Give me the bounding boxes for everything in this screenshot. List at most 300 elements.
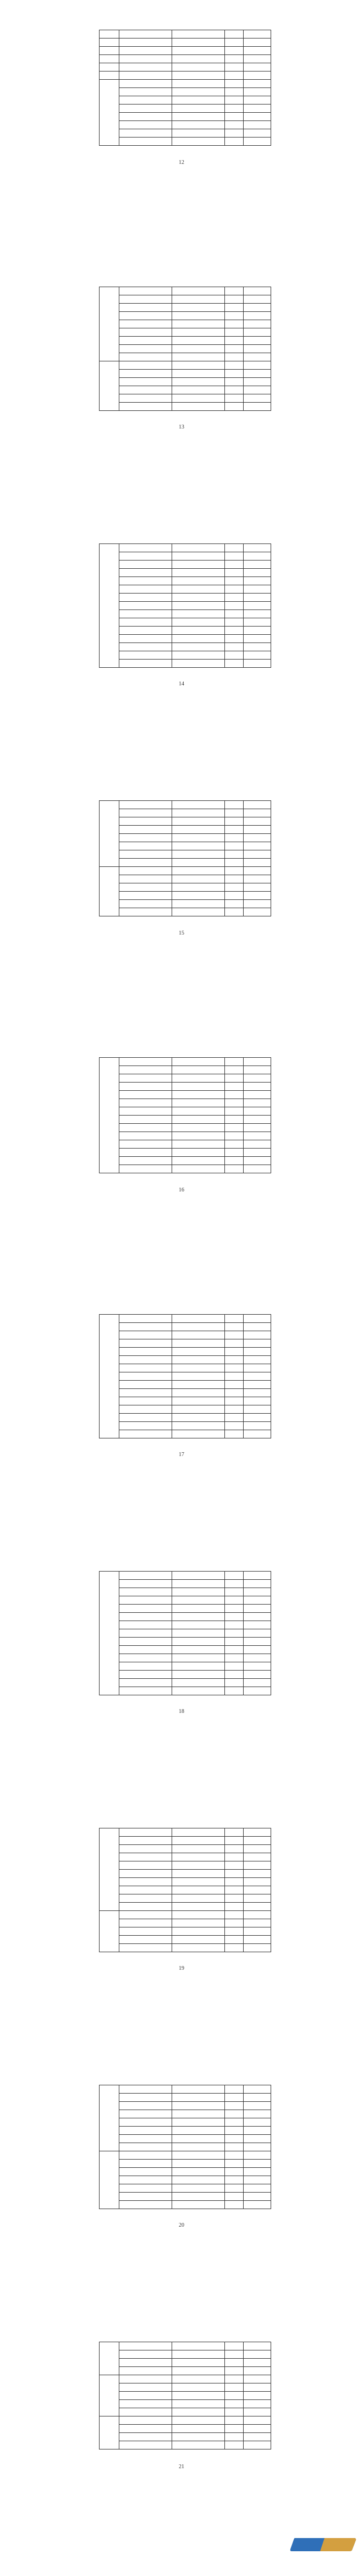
- table-cell: [172, 1149, 225, 1157]
- table-cell: [172, 1405, 225, 1414]
- table-cell: [172, 2383, 225, 2392]
- table-row: [100, 1083, 271, 1091]
- table-cell: [119, 817, 172, 826]
- table-cell: [119, 1149, 172, 1157]
- table-row: [100, 1323, 271, 1331]
- table-row: [100, 577, 271, 585]
- table-cell: [119, 304, 172, 312]
- table-cell: [172, 850, 225, 859]
- table-group-cell: [100, 361, 119, 411]
- table-cell: [244, 1397, 271, 1405]
- table-cell: [119, 1853, 172, 1861]
- table-cell: [119, 2160, 172, 2168]
- table-cell: [225, 834, 244, 842]
- table-cell: [172, 1364, 225, 1372]
- table-cell: [119, 1927, 172, 1936]
- table-cell: [119, 312, 172, 320]
- table-cell: [225, 328, 244, 337]
- table-cell: [244, 1886, 271, 1894]
- table-row: [100, 1870, 271, 1878]
- table-cell: [172, 1381, 225, 1389]
- table-cell: [119, 361, 172, 370]
- table-row: [100, 1936, 271, 1944]
- table-row: [100, 63, 271, 72]
- table-cell: [172, 2392, 225, 2400]
- table-cell: [244, 1903, 271, 1911]
- table-cell: [119, 2383, 172, 2392]
- table-row: [100, 1397, 271, 1405]
- table-cell: [172, 1074, 225, 1083]
- table-row: [100, 594, 271, 602]
- table-group-cell: [100, 72, 119, 80]
- table-cell: [244, 2193, 271, 2201]
- table-cell: [244, 80, 271, 88]
- table-cell: [244, 2433, 271, 2441]
- table-cell: [225, 1372, 244, 1381]
- table-cell: [244, 1853, 271, 1861]
- document-page-block: [0, 771, 363, 1035]
- table-row: [100, 1646, 271, 1654]
- table-cell: [119, 1074, 172, 1083]
- table-cell: [225, 875, 244, 883]
- table-cell: [244, 1654, 271, 1662]
- table-cell: [225, 2359, 244, 2367]
- table-row: [100, 2367, 271, 2375]
- table-cell: [244, 2151, 271, 2160]
- table-cell: [244, 1058, 271, 1066]
- table-cell: [225, 1364, 244, 1372]
- page-number: 17: [179, 1452, 184, 1458]
- table-cell: [119, 295, 172, 304]
- table-row: [100, 643, 271, 651]
- table-cell: [244, 1687, 271, 1695]
- table-cell: [244, 635, 271, 643]
- table-cell: [172, 1894, 225, 1903]
- table-cell: [244, 1861, 271, 1870]
- table-group-cell: [100, 80, 119, 146]
- table-cell: [225, 635, 244, 643]
- table-cell: [119, 834, 172, 842]
- table-cell: [225, 47, 244, 55]
- table-group-cell: [100, 63, 119, 72]
- table-cell: [225, 602, 244, 610]
- table-cell: [244, 394, 271, 403]
- table-cell: [244, 2176, 271, 2184]
- table-cell: [119, 1613, 172, 1621]
- table-row: [100, 2127, 271, 2135]
- table-cell: [119, 1572, 172, 1580]
- table-cell: [225, 1339, 244, 1348]
- table-cell: [119, 651, 172, 660]
- page-number: 20: [179, 2222, 184, 2228]
- table-cell: [119, 1679, 172, 1687]
- table-cell: [172, 2168, 225, 2176]
- table-cell: [172, 370, 225, 378]
- table-cell: [244, 892, 271, 900]
- table-cell: [172, 80, 225, 88]
- table-cell: [244, 1315, 271, 1323]
- table-cell: [172, 2160, 225, 2168]
- table-cell: [244, 1944, 271, 1952]
- table-cell: [244, 1621, 271, 1629]
- table-cell: [119, 1886, 172, 1894]
- table-row: [100, 105, 271, 113]
- table-cell: [172, 1372, 225, 1381]
- table-cell: [119, 1430, 172, 1438]
- table-cell: [225, 2085, 244, 2094]
- table-cell: [172, 859, 225, 867]
- table-cell: [119, 1397, 172, 1405]
- table-row: [100, 1662, 271, 1671]
- table-cell: [225, 105, 244, 113]
- data-table: [99, 1057, 271, 1173]
- table-cell: [172, 1397, 225, 1405]
- table-cell: [225, 138, 244, 146]
- table-cell: [119, 2102, 172, 2110]
- table-cell: [172, 105, 225, 113]
- table-cell: [225, 2110, 244, 2118]
- table-cell: [119, 394, 172, 403]
- table-cell: [172, 287, 225, 295]
- table-cell: [244, 1671, 271, 1679]
- table-cell: [172, 1066, 225, 1074]
- table-cell: [172, 594, 225, 602]
- table-cell: [119, 826, 172, 834]
- table-cell: [119, 643, 172, 651]
- table-cell: [225, 2168, 244, 2176]
- table-row: [100, 842, 271, 850]
- table-cell: [225, 1157, 244, 1165]
- table-cell: [225, 1331, 244, 1339]
- table-cell: [244, 1165, 271, 1173]
- table-cell: [244, 817, 271, 826]
- table-cell: [244, 88, 271, 96]
- table-cell: [172, 643, 225, 651]
- table-cell: [225, 2094, 244, 2102]
- table-cell: [119, 577, 172, 585]
- table-cell: [172, 63, 225, 72]
- table-row: [100, 2433, 271, 2441]
- table-cell: [244, 1845, 271, 1853]
- table-cell: [225, 1124, 244, 1132]
- table-cell: [225, 1861, 244, 1870]
- table-cell: [119, 2110, 172, 2118]
- table-cell: [225, 1083, 244, 1091]
- table-cell: [172, 635, 225, 643]
- table-cell: [225, 801, 244, 809]
- table-cell: [225, 1107, 244, 1116]
- table-cell: [119, 569, 172, 577]
- table-cell: [225, 627, 244, 635]
- table-cell: [119, 403, 172, 411]
- table-row: [100, 1422, 271, 1430]
- table-row: [100, 892, 271, 900]
- table-cell: [244, 842, 271, 850]
- table-cell: [172, 1911, 225, 1919]
- table-cell: [119, 63, 172, 72]
- table-cell: [225, 2441, 244, 2449]
- table-row: [100, 817, 271, 826]
- table-cell: [225, 2160, 244, 2168]
- table-cell: [225, 2118, 244, 2127]
- table-cell: [225, 1936, 244, 1944]
- table-cell: [225, 585, 244, 594]
- table-cell: [244, 651, 271, 660]
- table-row: [100, 312, 271, 320]
- table-row: [100, 2350, 271, 2359]
- table-cell: [119, 1132, 172, 1140]
- table-row: [100, 2416, 271, 2425]
- table-group-cell: [100, 2375, 119, 2416]
- table-cell: [172, 908, 225, 916]
- table-cell: [119, 1580, 172, 1588]
- table-row: [100, 2342, 271, 2350]
- table-cell: [244, 552, 271, 561]
- table-cell: [244, 660, 271, 668]
- table-cell: [172, 1157, 225, 1165]
- table-cell: [172, 1944, 225, 1952]
- table-group-cell: [100, 39, 119, 47]
- table-cell: [172, 328, 225, 337]
- table-cell: [172, 1165, 225, 1173]
- table-cell: [225, 1414, 244, 1422]
- table-cell: [119, 585, 172, 594]
- table-cell: [119, 1919, 172, 1927]
- table-row: [100, 1911, 271, 1919]
- table-cell: [244, 1157, 271, 1165]
- table-cell: [119, 1356, 172, 1364]
- table-cell: [225, 96, 244, 105]
- table-cell: [172, 2135, 225, 2143]
- table-cell: [225, 287, 244, 295]
- table-cell: [244, 1149, 271, 1157]
- table-cell: [119, 113, 172, 121]
- table-cell: [172, 378, 225, 386]
- table-cell: [225, 1140, 244, 1149]
- table-cell: [244, 30, 271, 39]
- table-cell: [244, 2400, 271, 2408]
- table-cell: [225, 651, 244, 660]
- table-row: [100, 1107, 271, 1116]
- document-page-block: [0, 0, 363, 264]
- table-row: [100, 1430, 271, 1438]
- table-cell: [119, 1638, 172, 1646]
- table-cell: [225, 30, 244, 39]
- table-cell: [244, 2408, 271, 2416]
- table-cell: [172, 2201, 225, 2209]
- table-cell: [225, 594, 244, 602]
- table-cell: [172, 2118, 225, 2127]
- data-table: [99, 1828, 271, 1952]
- table-cell: [172, 1936, 225, 1944]
- table-cell: [119, 1654, 172, 1662]
- table-cell: [244, 2184, 271, 2193]
- table-cell: [172, 403, 225, 411]
- table-row: [100, 867, 271, 875]
- table-cell: [172, 2441, 225, 2449]
- data-table: [99, 2085, 271, 2209]
- table-row: [100, 113, 271, 121]
- table-cell: [225, 577, 244, 585]
- page-number: 12: [179, 160, 184, 166]
- table-row: [100, 1861, 271, 1870]
- table-cell: [244, 2425, 271, 2433]
- table-cell: [225, 2400, 244, 2408]
- table-cell: [172, 867, 225, 875]
- site-watermark: [267, 2537, 358, 2562]
- table-cell: [119, 627, 172, 635]
- table-cell: [172, 304, 225, 312]
- table-cell: [119, 30, 172, 39]
- table-cell: [225, 1671, 244, 1679]
- table-cell: [172, 1927, 225, 1936]
- table-cell: [225, 544, 244, 552]
- table-cell: [244, 328, 271, 337]
- table-cell: [119, 1389, 172, 1397]
- table-row: [100, 2383, 271, 2392]
- table-cell: [225, 1837, 244, 1845]
- table-cell: [225, 1654, 244, 1662]
- page-number: 15: [179, 930, 184, 936]
- table-row: [100, 72, 271, 80]
- table-cell: [119, 1861, 172, 1870]
- table-cell: [172, 1629, 225, 1638]
- table-row: [100, 1629, 271, 1638]
- table-cell: [244, 1116, 271, 1124]
- table-row: [100, 1588, 271, 1596]
- table-cell: [119, 1837, 172, 1845]
- table-row: [100, 2094, 271, 2102]
- table-row: [100, 826, 271, 834]
- table-cell: [172, 1853, 225, 1861]
- table-cell: [225, 892, 244, 900]
- table-cell: [172, 113, 225, 121]
- table-cell: [172, 361, 225, 370]
- table-cell: [119, 2118, 172, 2127]
- table-row: [100, 1074, 271, 1083]
- table-cell: [172, 386, 225, 394]
- table-cell: [172, 1671, 225, 1679]
- table-cell: [244, 370, 271, 378]
- table-cell: [119, 1372, 172, 1381]
- table-cell: [172, 1140, 225, 1149]
- table-cell: [244, 1389, 271, 1397]
- table-cell: [244, 859, 271, 867]
- table-cell: [172, 1878, 225, 1886]
- table-cell: [244, 1870, 271, 1878]
- table-cell: [225, 561, 244, 569]
- table-cell: [225, 809, 244, 817]
- document-page-block: [0, 1541, 363, 1805]
- table-cell: [244, 1414, 271, 1422]
- table-cell: [119, 801, 172, 809]
- table-cell: [119, 1058, 172, 1066]
- table-row: [100, 1339, 271, 1348]
- table-cell: [119, 96, 172, 105]
- table-cell: [225, 2342, 244, 2350]
- table-cell: [172, 2151, 225, 2160]
- table-cell: [119, 809, 172, 817]
- table-row: [100, 80, 271, 88]
- table-cell: [172, 1646, 225, 1654]
- table-cell: [172, 2085, 225, 2094]
- table-cell: [244, 2110, 271, 2118]
- table-cell: [172, 1845, 225, 1853]
- table-row: [100, 1414, 271, 1422]
- table-cell: [119, 1364, 172, 1372]
- table-cell: [225, 817, 244, 826]
- table-cell: [244, 1588, 271, 1596]
- table-cell: [225, 1870, 244, 1878]
- table-cell: [119, 892, 172, 900]
- table-cell: [119, 908, 172, 916]
- table-cell: [225, 39, 244, 47]
- table-cell: [119, 1116, 172, 1124]
- table-cell: [119, 1066, 172, 1074]
- table-row: [100, 2135, 271, 2143]
- table-row: [100, 1124, 271, 1132]
- table-cell: [119, 1621, 172, 1629]
- table-cell: [225, 1116, 244, 1124]
- table-row: [100, 88, 271, 96]
- table-cell: [244, 96, 271, 105]
- table-row: [100, 304, 271, 312]
- table-cell: [119, 2408, 172, 2416]
- table-row: [100, 1853, 271, 1861]
- table-row: [100, 1315, 271, 1323]
- table-cell: [119, 105, 172, 113]
- table-cell: [225, 2143, 244, 2151]
- table-cell: [172, 1870, 225, 1878]
- table-cell: [225, 1422, 244, 1430]
- table-cell: [119, 1323, 172, 1331]
- table-group-cell: [100, 55, 119, 63]
- table-cell: [225, 1613, 244, 1621]
- table-row: [100, 569, 271, 577]
- table-row: [100, 353, 271, 361]
- table-cell: [119, 320, 172, 328]
- table-cell: [119, 1422, 172, 1430]
- table-row: [100, 370, 271, 378]
- table-cell: [225, 1919, 244, 1927]
- table-cell: [119, 2176, 172, 2184]
- table-cell: [244, 287, 271, 295]
- table-cell: [225, 1348, 244, 1356]
- table-cell: [172, 30, 225, 39]
- table-cell: [172, 47, 225, 55]
- table-cell: [244, 1629, 271, 1638]
- table-row: [100, 635, 271, 643]
- table-cell: [244, 900, 271, 908]
- table-row: [100, 1405, 271, 1414]
- table-cell: [225, 361, 244, 370]
- table-cell: [172, 585, 225, 594]
- table-cell: [119, 1348, 172, 1356]
- table-row: [100, 801, 271, 809]
- table-cell: [225, 2433, 244, 2441]
- table-cell: [225, 1596, 244, 1605]
- table-cell: [244, 1066, 271, 1074]
- table-cell: [119, 859, 172, 867]
- table-cell: [244, 1107, 271, 1116]
- table-cell: [172, 394, 225, 403]
- table-cell: [172, 1430, 225, 1438]
- table-cell: [225, 1894, 244, 1903]
- table-cell: [244, 2367, 271, 2375]
- table-cell: [225, 295, 244, 304]
- table-row: [100, 660, 271, 668]
- table-cell: [244, 1091, 271, 1099]
